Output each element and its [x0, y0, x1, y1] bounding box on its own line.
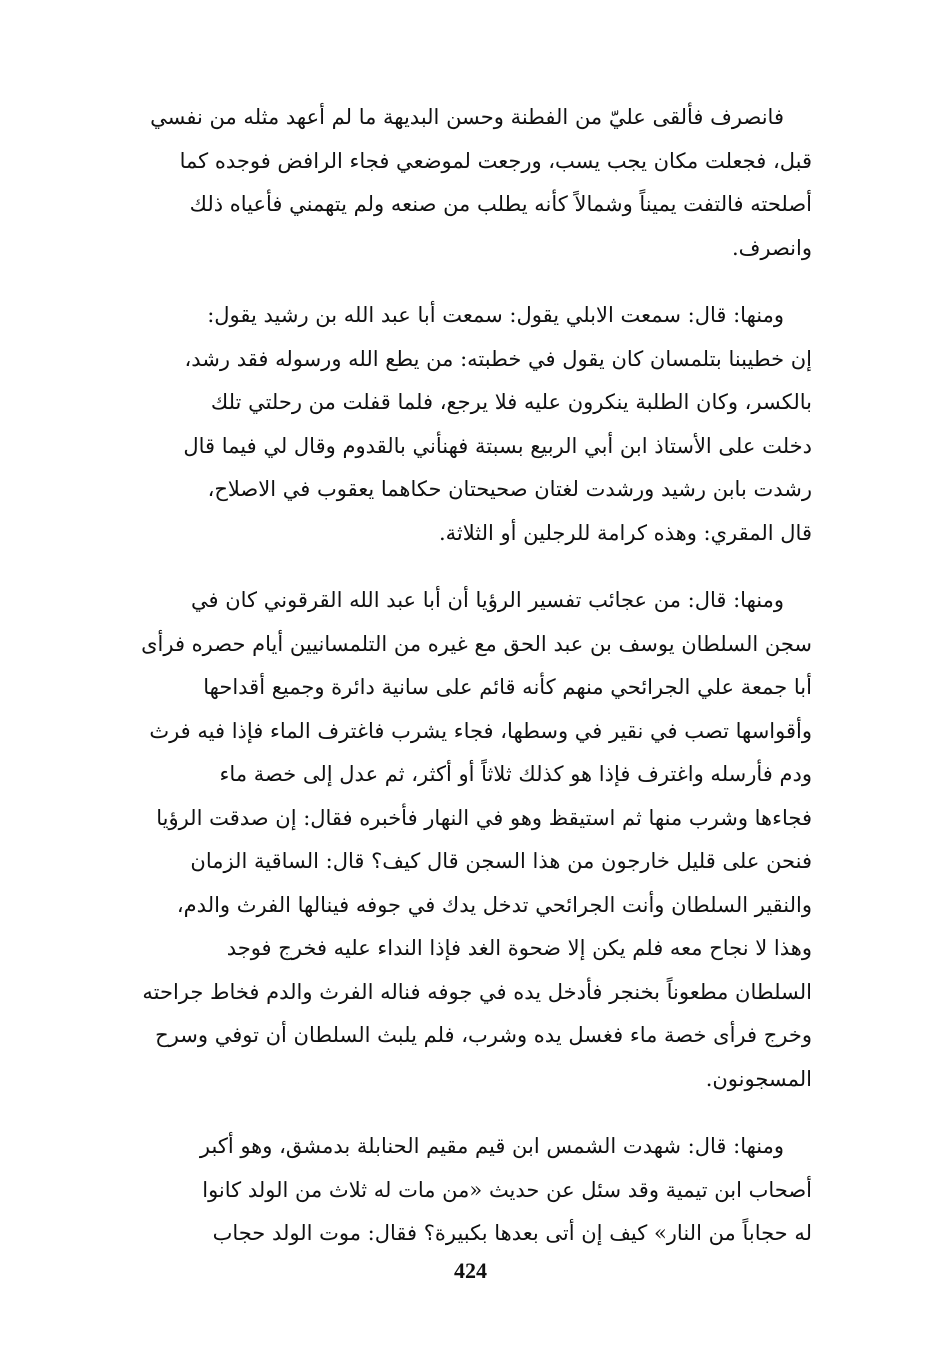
text-line: دخلت على الأستاذ ابن أبي الربيع بسبتة فهنأني بالقدوم وقال لي فيما قال — [183, 433, 812, 458]
text-line: وانصرف. — [731, 235, 812, 260]
text-line: سجن السلطان يوسف بن عبد الحق مع غيره من التلمسانيين أيام حصره فرأى — [141, 631, 812, 656]
text-line: ومنها: قال: شهدت الشمس ابن قيم مقيم الحنابلة بدمشق، وهو أكبر — [199, 1134, 784, 1158]
text-line: فنحن على قليل خارجون من هذا السجن قال كيف؟ قال: الساقية الزمان — [190, 849, 812, 873]
text-line: قبل، فجعلت مكان يجب يسب، ورجعت لموضعي فجاء الرافض فوجده كما — [179, 148, 812, 173]
text-line: أصلحته فالتفت يميناً وشمالاً كأنه يطلب من صنعه ولم يتهمني فأعياه ذلك — [189, 192, 812, 216]
text-line: قال المقري: وهذه كرامة للرجلين أو الثلاثة. — [438, 520, 812, 545]
paragraph-2 — [100, 294, 812, 555]
text-line: له حجاباً من النار» كيف إن أتى بعدها بكبيرة؟ فقال: موت الولد حجاب — [212, 1221, 812, 1245]
text-line: ومنها: قال: من عجائب تفسير الرؤيا أن أبا عبد الله القرقوني كان في — [191, 588, 784, 612]
text-line: بالكسر، وكان الطلبة ينكرون عليه فلا يرجع، فلما قفلت من رحلتي تلك — [210, 390, 812, 414]
text-line: السلطان مطعوناً بخنجر فأدخل يده في جوفه فناله الفرث والدم فخاط جراحته — [142, 979, 812, 1004]
text-line: أصحاب ابن تيمية وقد سئل عن حديث «من مات له ثلاث من الولد كانوا — [202, 1177, 812, 1202]
text-line: رشدت بابن رشيد ورشدت لغتان صحيحتان حكاهما يعقوب في الاصلاح، — [207, 477, 812, 501]
paragraph-1 — [100, 96, 812, 270]
text-line: ودم فأرسله واغترف فإذا هو كذلك ثلاثاً أو أكثر، ثم عدل إلى خصة ماء — [219, 762, 812, 786]
page-number: 424 — [454, 1258, 487, 1283]
text-line: فجاءها وشرب منها ثم استيقظ وهو في النهار فأخبره فقال: إن صدقت الرؤيا — [156, 805, 812, 830]
text-line: أبا جمعة علي الجرائحي منهم كأنه قائم على سانية دائرة وجميع أقداحها — [203, 675, 812, 699]
page-body — [100, 96, 812, 1280]
text-line: إن خطيبنا بتلمسان كان يقول في خطبته: من يطع الله ورسوله فقد رشد، — [184, 346, 812, 371]
text-line: والنقير السلطان وأنت الجرائحي تدخل يدك في جوفه فينالها الفرث والدم، — [176, 892, 812, 917]
paragraph-4 — [100, 1125, 812, 1256]
text-line: وأقواسها تصب في نقير في وسطها، فجاء يشرب فاغترف الماء فإذا فيه فرث — [149, 718, 812, 743]
text-line: وخرج فرأى خصة ماء فغسل يده وشرب، فلم يلبث السلطان أن توفي وسرح — [155, 1023, 812, 1047]
text-line: وهذا لا نجاح معه فلم يكن إلا ضحوة الغد فإذا النداء عليه فخرج فوجد — [226, 936, 812, 960]
text-line: فانصرف فألقى عليّ من الفطنة وحسن البديهة ما لم أعهد مثله من نفسي — [150, 105, 784, 129]
paragraph-3 — [100, 579, 812, 1101]
text-line: ومنها: قال: سمعت الابلي يقول: سمعت أبا عبد الله بن رشيد يقول: — [207, 303, 784, 327]
text-line: المسجونون. — [705, 1066, 812, 1091]
